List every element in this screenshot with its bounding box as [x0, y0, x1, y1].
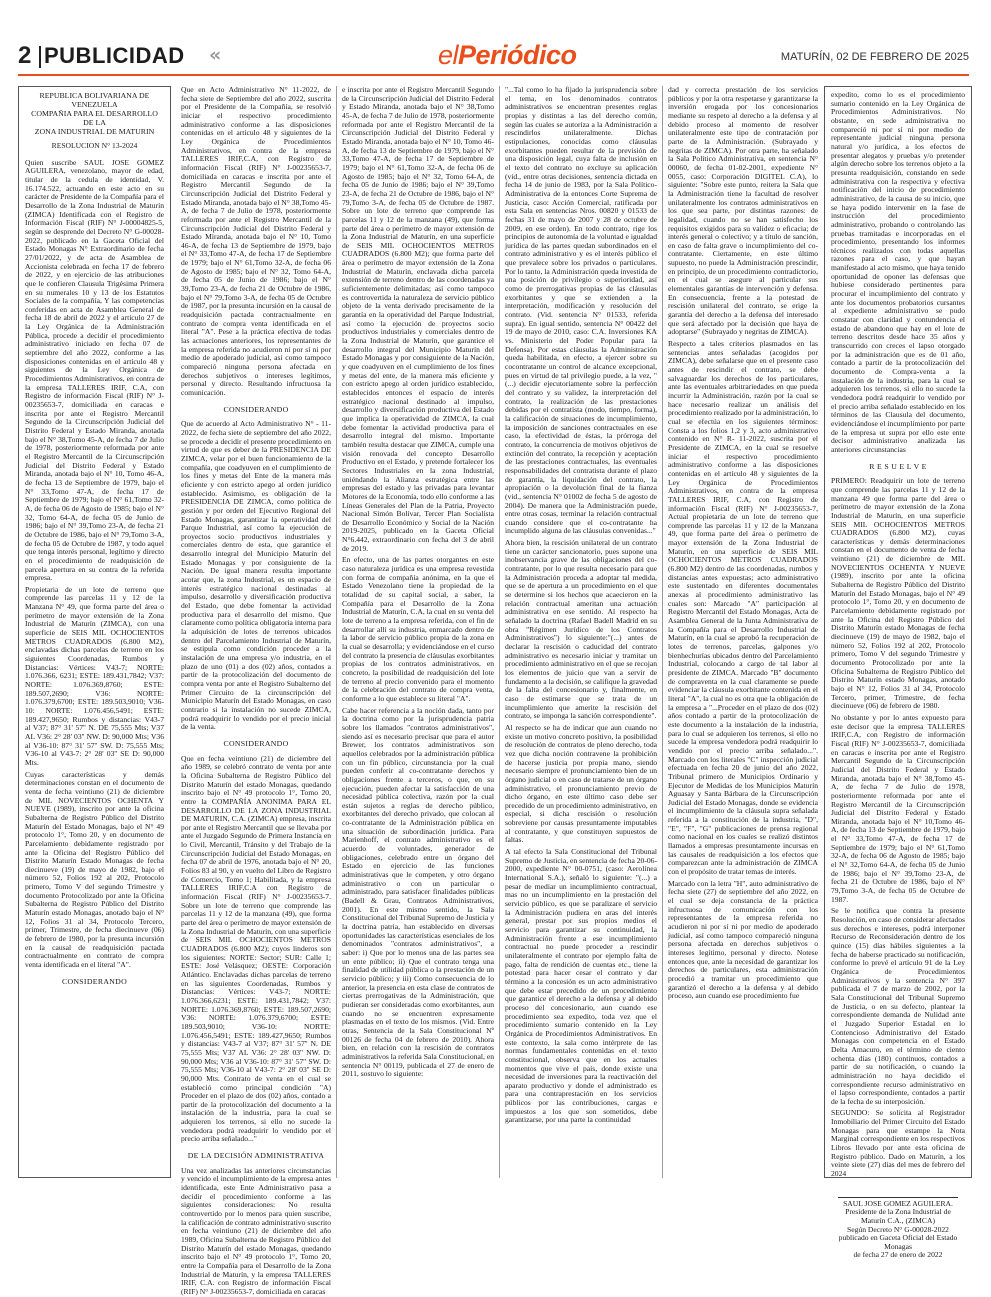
- masthead: [18, 40, 969, 76]
- paragraph: expedito, como lo es el procedimiento sumario contenido en la Ley Orgánica de Procedimientos Administrativos. No obstante, en sede administrativa no compareció ni por sí ni por medio de representante judicial ninguna persona natural y/o jurídica, a los efectos de presentar alegatos y pruebas y/o pretender algún derecho sobre los terrenos objeto a la presunta readquisición, constando en sede administrativa con la respectiva y efectiva notificación del inicio de procedimiento administrativo, de la causa de su inicio, que se haya podido intervenir en la fase de instrucción del procedimiento administrativo, probando o controlando las pruebas tramitadas e incorporadas en el procedimiento, presentando los informes técnicos realizados con todas aquellas razones para el caso, y que hayan manifestado al acto mismo, que haya tenido oportunidad de oponer las defensas que hubiese considerado pertinentes para procurar el incumplimiento del contrato y ante los documentos probatorios cursantes al expediente administrativo se pudo constatar con claridad y contundencia el estado de abandono que hay en el lote de terreno descritos desde hace 35 años y transcurrido con creces el lapso otorgado por la administración que es de 01 año, contado a partir de la protocolización del documento de Compra-venta a la instalación de la industria, para la cual se adquieren los terrenos, si ello no sucede la vendedora podrá readquirir lo vendido por el precio arriba señalado establecido en los términos de las Clausula del documento, evidenciándose el incumplimiento por parte de la empresa ut supra por ello este ente decisor administrativo analizada las anteriores circunstancias: [831, 90, 965, 454]
- resuelve-heading: R E S U E L V E: [869, 461, 927, 471]
- notice-header: [25, 91, 164, 136]
- header-line: ZONA INDUSTRIAL DE MATURIN: [34, 127, 155, 136]
- column-2: [181, 85, 331, 1296]
- header-line: VENEZUELA: [71, 100, 118, 109]
- signature-line: de fecha 27 de enero de 2022: [853, 1250, 943, 1260]
- signature-line: publicado en Gaceta Oficial del Estado Monagas: [838, 1233, 958, 1251]
- paragraph: Marcado con la letra "H", auto administrativo de fecha siete (27) de septiembre del año 2022, en el cual se deja constancia de la práctica infructuosa de comunicación con los representantes de la empresa referida no acudieron ni por sí ni por medio de apoderado judicial, así como tampoco compareció ninguna persona afectada en derechos subjetivos o intereses legítimo, personal y directo. Notese entonces que, ante la necesidad de garantizar los derechos de particulares, esta administración procedió a tramitar un procedimiento que garantizó el derecho a la defensa y al debido proceso, aun cuando ese procedimiento fue: [668, 878, 818, 1001]
- column-5: [668, 86, 818, 1178]
- paragraph: Que en fecha veintiuno (21) de diciembre del año 1989, se celebró contrato de venta por ante la Oficina Subalterna de Registro Público del Distrito Maturín del estado Monagas, quedando inscrito bajo el N° 49 protocolo 1°, Tomo 20, entre la COMPAÑÍA ANONIMA PARA EL DESARROLLO DE LA ZONA INDUSTRIAL DE MATURIN, C.A. (ZIMCA) empresa, inscrita por ante el Registro Mercantil que se llevaba por ante el Juzgado Segundo de Primera Instancia en lo Civil, Mercantil, Tránsito y del Trabajo de la Circunscripción Judicial del Estado Monagas, en fecha 07 de abril de 1976, anotada bajo el N° 20, Folios 83 al 90, y en vuelto del Libro de Registro de Comercio, Tomo 1; Habilitada, y la empresa TALLERES IRIF,C.A con Registro de información Fiscal (RIF) N° J-00235653-7. Sobre un lote de terreno que comprende las parcelas 11 y 12 de la manzana (49), que forma parte del área o perímetro de mayor extensión de la Zona Industrial de Maturín, con una superficie de SEIS MIL OCHOCIENTOS METROS CUADRADOS (6.800 M2); cuyos linderos son los siguientes: NORTE: Sector; SUR: Calle 1; ESTE: José Velásquez; OESTE: Corporación Atlántico. Enclavadas dichas parcelas de terreno en las siguientes Coordenadas, Rumbos y Distancias: Vértices: V43-7; NORTE: 1.076.366,6231; ESTE: 189.431,7842; V37: NORTE: 1.076.369,8760; ESTE: 189.507,2690; V36: NORTE: 1.076.379,6700; ESTE: 189.503,9010; V36-10: NORTE: 1.076.456,5491; ESTE: 189.427,9650; Rumbos y distancias: V43-7 al V37; 87° 31' 57'' N. DE 75,555 Mts; V37 AL V36: 2° 28' 03'' NW. D: 90,000 Mts; V36 al V36-10: 87° 31' 57'' SW. D: 75,555 Mts; V36-10 al V43-7: 2° 28' 03'' SE D: 90,000 Mts. Contrato de venta en el cual se estableció como principal condición "A) Proceder en el plazo de dos (02) años, contado a partir de la protocolización del documento a la instalación de la industria, para la cual se adquieren los terrenos, si ello no sucede la vendedora podrá readquirir lo vendido por el precio arriba señalado...": [181, 753, 331, 1144]
- paragraph: No obstante y por lo antes expuesto para este decisor que la empresa TALLERES IRIF,C.A, con Registro de información Fiscal (RIF) N° J-00235653-7, domiciliada en caracas e inscrita por ante el Registro Mercantil Segundo de la Circunscripción Judicial del Distrito Federal y Estado Miranda, anotada bajo el N° 38,Tomo 45-A, de fecha 7 de Julio de 1978, posteriormente reformada por ante el Registro Mercantil de la Circunscripción Judicial del Distrito Federal y Estado Miranda, anotada bajo el N° 10,Tomo 46-A, de fecha 13 de Septiembre de 1979, bajo el N° 33,Tomo 47-A, de fecha 17 de Septiembre de 1979; bajo el N° 61,Tomo 32-A, de fecha 06 de Agosto de 1985; bajo el N° 32,Tomo 64-A, de fecha 05 de Junio de 1986; bajo el N° 39,Tomo 23-A, de fecha 21 de Octubre de 1986, bajo el N° 79,Tomo 3-A, de fecha 05 de Octubre de 1987.: [831, 712, 965, 904]
- paragraph: En efecto, una de las partes otorgantes en este caso naturaleza jurídica es una empresa revestida con forma de compañía anónima, en la que el Estado Venezolano tiene la propiedad de la totalidad de su capital social, a saber, la Compañía para el Desarrollo de la Zona Industrial de Maturín, C.A, la cual en su venta del lote de terreno a la empresa referida, con el fin de desarrollar allí su industria, enmarcado dentro de la labor de servicio público propia de la zona en la cual se desarrolla; y evidenciándose en el curso del contrato la presencia de cláusulas exorbitantes propias de los contratos administrativos, en concreto, la posibilidad de readquisición del lote de terreno al precio convenido para el momento de la celebración del contrato de compra venta, conforme a lo que establece su literal "A".: [342, 555, 494, 703]
- header-line: REPUBLICA BOLIVARIANA DE: [39, 91, 150, 100]
- column-3: [342, 86, 494, 1178]
- logo-prefix: el: [438, 40, 459, 70]
- decision-heading: DE LA DECISIÓN ADMINISTRATIVA: [187, 1151, 325, 1161]
- newspaper-logo: [438, 40, 577, 71]
- paragraph: Al respecto se ha de indicar que aun cuando no existe un motivo concreto positivo, la posibilidad de resolución de contratos de pleno derecho, toda vez que dicha noción contravene la prohibición de hacerse justicia por propia mano, siendo necesario siempre el pronunciamiento bien de un órgano judicial o en caso de tratarse de un órgano administrativo, el pronunciamiento previo de dicho órgano, en este último caso debe ser precedido de un procedimiento administrativo, en especial, si dicha rescisión o resolución sobreviene por causas presuntamente imputables al contratante, y que constituyen supuestos de faltas.: [505, 722, 657, 845]
- column-rule: [662, 86, 663, 1178]
- signature-line: SAUL JOSE GOMEZ AGUILERA.: [843, 1198, 953, 1208]
- section-divider: [39, 46, 41, 68]
- column-rule: [499, 86, 500, 1178]
- paragraph: e inscrita por ante el Registro Mercantil Segundo de la Circunscripción Judicial del Distrito Federal y Estado Miranda, anotada bajo el N° 38,Tomo 45-A, de fecha 7 de Julio de 1978, posteriormente reformada por ante el Registro Mercantil de la Circunscripción Judicial del Distrito Federal y Estado Miranda, anotada bajo el N° 10, Tomo 46-A, de fecha 13 de Septiembre de 1979, bajo el N° 33,Tomo 47-A, de fecha 17 de Septiembre de 1979; bajo el N° 61,Tomo 32-A, de fecha 06 de Agosto de 1985; bajo el N° 32, Tomo 64-A, de fecha 05 de Junio de 1986; bajo el N° 39,Tomo 23-A, de fecha 21 de Octubre de 1986, bajo el N° 79,Tomo 3-A, de fecha 05 de Octubre de 1987. Sobre un lote de terreno que comprende las parcelas 11 y 12 de la manzana (49), que forma parte del área o perímetro de mayor extensión de la Zona Industrial de Maturín, en una superficie de SEIS MIL OCHOCIENTOS METROS CUADRADOS (6.800 M2); que forma parte del área o perímetro de mayor extensión de la Zona Industrial de Maturín, enclavada dicha parcela extensión de terreno dentro de las coordenadas ya suficientemente delimitadas; así como tampoco es controvertida la naturaleza de servicio público objeto de la venta derivado precisamente de la garantía en la operatividad del Parque Industrial, así como la ejecución de proyectos socio productivos industriales y comerciales dentro de la Zona Industrial de Maturín, que garantice el desarrollo integral del Municipio Maturín del Estado Monagas y por consiguiente de la Nación, y que coadyuven en el cumplimiento de los fines y metas del ente, de la manera más eficiente y con estricto apego al orden jurídico establecido, establecidos entonces el espacio de interés estratégico nacional destinado al impulso, desarrollo y diversificación productiva del Estado que implica la operatividad de ZIMCA, la cual debe fomentar la actividad productiva para el desarrollo integral del mismo. Importante también resulta destacar que ZIMCA, cumple una visión renovada del concepto Desarrollo Productivo en el Estado, y pretende fortalecer los Sectores Industriales en la zona Industrial, uniéndando la Alianza estratégica entre las empresas del estado y las privadas para levantar Motores de la Economía, todo ello conforme a las Líneas Generales del Plan de la Patria, Proyecto Nacional Simón Bolívar, Tercer Plan Socialista de Desarrollo Económico y Social de la Nación 2019-2025, publicado en la Gaceta Oficial N°6.442, extraordinario con fecha del 3 de abril de 2019.: [342, 85, 494, 553]
- paragraph: Propietaria de un lote de terreno que comprende las parcelas 11 y 12 de la Manzana N° 49, que forma parte del área o perímetro de mayor extensión de la Zona Industrial de Maturín (ZIMCA), con una superficie de SEIS MIL OCHOCIENTOS METROS CUADRADOS (6.800 M2), enclavadas dichas parcelas de terreno en los siguientes Coordenadas, Rumbos y Distancias: Vértices: V43-7; NORTE: 1.076.366, 6231; ESTE: 189.431,7842; V37: NORTE: 1.076.369,8760; ESTE: 189.507,2690; V36: NORTE: 1.076.379,6700; ESTE: 189.503,9010; V36-10: NORTE: 1.076.456,5491; ESTE: 189.427,9650; Rumbos y distancias: V43-7 al V37; 87° 31' 57'' N. DE 75,555 Mts; V37 AL V36: 2° 28' 03'' NW. D: 90,000 Mts; V36 al V36-10: 87° 31' 57'' SW. D: 75,555 Mts; V36-10 al V43-7: 2° 28' 03'' SE D: 90,000 Mts.: [25, 584, 164, 767]
- signature-line: Maturín C.A., (ZIMCA): [860, 1215, 936, 1225]
- signature-block: [831, 1197, 965, 1260]
- section-title: PUBLICIDAD: [44, 43, 185, 68]
- paragraph: Que de acuerdo al Acto Administrativo N° - 11-2022, de fecha siete de septiembre del año 2022, se procede a decidir el presente procedimiento en virtud de que es deber de la PRESIDENCIA DE ZIMCA, velar por el buen funcionamiento de la compañía, que coadyuven en el cumplimiento de los fines y metas del Ente de la manera más eficiente y con estricto apego al orden jurídico establecido. Asimismo, es obligación de la PRESIDENCIA DE ZIMCA, como política de gestión y por orden del Ejecutivo Regional del Estado Monagas, garantizar la operatividad del Parque Industrial, así como la ejecución de proyectos socio productivos industriales y comerciales dentro de esta, que garantice el desarrollo integral del Municipio Maturín del Estado Monagas y por consiguiente de la Nación. De igual manera resulta importante acotar que, la zona Industrial, es un espacio de interés estratégico nacional destinadas al impulso, desarrollo y diversificación productiva del Estado, que debe fomentar la actividad productiva para el desarrollo del mismo. Que claramente como política obligatoria interna para la adquisición de lotes de terrenos ubicados dentro del Parcelamiento Industrial de Maturín, se estipula como condición proceder a la instalación de una empresa y/o industria, en el plazo de uno (01) a dos (02) años, contados a partir de la protocolización del documento de compra venta por ante el Registro Subalterno del Primer Circuito de la circunscripción del Municipio Maturín del Estado Monagas, en caso contrario si la instalación no sucede ZIMCA, podrá readquirir lo vendido por el precio inicial de la venta.: [181, 419, 331, 732]
- paragraph: SEGUNDO: Se solicita al Registrador Inmobiliario del Primer Circuito del Estado Monagas para que estampe la Nota Marginal correspondiente en los respectivos Libros llevado por ante esta oficina de Registro público. Dado en Maturín, a los veinte siete (27) días del mes de febrero del 2024: [831, 1108, 965, 1179]
- paragraph: Que en Acto Administrativo N° 11-2022, de fecha siete de Septiembre del año 2022, suscrita por el Presidente de la Compañía, se resolvió iniciar el respectivo procedimiento administrativo conforme a las disposiciones contenidas en el artículo 48 y siguientes de la Ley Orgánica de Procedimientos Administrativos, en contra de la empresa TALLERES IRIF,C.A, con Registro de información Fiscal (RIF) N° J-00235653-7, domiciliada en caracas e inscrita por ante el Registro Mercantil Segundo de la Circunscripción Judicial del Distrito Federal y Estado Miranda, anotada bajo el N° 38,Tomo 45-A, de fecha 7 de Julio de 1978, posteriormente reformada por ante el Registro Mercantil de la Circunscripción Judicial del Distrito Federal y Estado Miranda, anotada bajo el N° 10, Tomo 46-A, de fecha 13 de Septiembre de 1979, bajo el N° 33,Tomo 47-A, de fecha 17 de Septiembre de 1979; bajo el N° 61,Tomo 32-A, de fecha 06 de Agosto de 1985; bajo el N° 32, Tomo 64-A, de fecha 05 de Junio de 1986; bajo el N° 39,Tomo 23-A, de fecha 21 de Octubre de 1986, bajo el N° 79,Tomo 3-A, de fecha 05 de Octubre de 1987, por la presunta incursión en la causal de readquisición pactada contractualmente en contrato de compra venta identificada en el literal "A". Pese a la práctica efectiva de todas las actuaciones anteriores, los representantes de la empresa referida no acudieron ni por sí ni por medio de apoderado judicial, así como tampoco compareció ninguna persona afectada en derechos subjetivos o intereses legítimos, personal y directo. Resultando infructuosa la comunicación.: [181, 85, 331, 397]
- column-1: [18, 86, 171, 1178]
- header-line: COMPAÑIA PARA EL DESARROLLO: [31, 109, 158, 118]
- page-number: 2: [18, 42, 32, 69]
- paragraph: Se le notifica que contra la presente Resolución, en caso de considerar afectados sus derechos e intereses, podrá interponer Recurso de Reconsideración dentro de los quince (15) días hábiles siguientes a la fecha de haberse practicado su notificación, conforme lo prevé el artículo 91 de la Ley Orgánica de Procedimientos Administrativos y la sentencia N° 397 publicada el 7 de marzo de 2002, por la Sala Constitucional del Tribunal Supremo de Justicia, o en su defecto, plantear la correspondiente demanda de Nulidad ante el Juzgado Superior Estadal en lo Contencioso Administrativo del Estado Monagas con competencia en el Estado Delta Amacuro, en el término de ciento ochenta días (180) continuos, contados a partir de su notificación, o cuando la administración no haya decidido el correspondiente recurso administrativo en el lapso correspondiente, contados a partir de la fecha de su interposición.: [831, 906, 965, 1106]
- paragraph: Quien suscribe SAUL JOSE GOMEZ AGUILERA, venezolano, mayor de edad, titular de la cedula de identidad, V. 16.174.522, actuando en este acto en su carácter de Presidente de la Compañía para el Desarrollo de la Zona Industrial de Maturín (ZIMCA) Identificada con el Registro de Información Fiscal (RIF) N° J-00004825-5, según se desprende del Decreto N° G-00028-2022, publicado en la Gaceta Oficial del Estado Monagas N° Extraordinario de fecha 27/01/2022, y de acta de Asamblea de Accionista celebrada en fecha 17 de febrero de 2022, y en ejercicio de las atribuciones que le confieren Clausula Trigésima Primera en su numerales 10 y 13 de los Estatutos Sociales de la compañía, Y las competencias conferidas en acta de Asamblea General de fecha 18 de abril de 2022 y el artículo 27 de la Ley Orgánica de la Administración Pública, procede a decidir el procedimiento administrativo iniciado en fecha 07 de septiembre del año 2022, conforme a las disposiciones contenidas en el artículo 48 y siguientes de la Ley Orgánica de Procedimientos Administrativos, en contra de la empresa TALLERES IRIF, C.A, con Registro de información Fiscal (RIF) N° J-00235653-7, domiciliada en caracas e inscrita por ante el Registro Mercantil Segundo de la Circunscripción Judicial del Distrito Federal y Estado Miranda, anotada bajo el N° 38,Tomo 45-A, de fecha 7 de Julio de 1978, posteriormente reformada por ante el Registro Mercantil de la Circunscripción Judicial del Distrito Federal y Estado Miranda, anotada bajo el N° 10, Tomo 46-A, de fecha 13 de Septiembre de 1979, bajo el N° 33,Tomo 47-A, de fecha 17 de Septiembre de 1979; bajo el N° 61,Tomo 32-A, de fecha 06 de Agosto de 1985; bajo el N° 32, Tomo 64-A, de fecha 05 de Junio de 1986; bajo el N° 39,Tomo 23-A, de fecha 21 de Octubre de 1986, bajo el N° 79,Tomo 3-A, de fecha 05 de Octubre de 1987, y todo aquel que tenga interés personal, legítimo y directo en el procedimiento de readquisición de parcela apertura en su contra de la referida empresa.: [25, 157, 164, 583]
- double-chevron-icon: «: [209, 44, 222, 66]
- paragraph: Cuyas características y demás determinaciones constan en el documento de venta de fecha veintiuno (21) de diciembre de MIL NOVECIENTOS OCHENTA Y NUEVE (1989), inscrito por ante la oficina Subalterna de Registro Público del Distrito Maturín del Estado Monagas, bajo el N° 49 protocolo 1°, Tomo 20, y en documento de Parcelamiento debidamente registrado por ante la Oficina del Registro Público del Distrito Maturín Estado Monagas de fecha diecinueve (19) de mayo de 1982, bajo el número 52, Folios 192 al 202, Protocolo primero, Tomo V del segundo Trimestre y documento Protocolizado por ante la Oficina Subalterna de Registro Público del Distrito Maturín estado Monagas, anotado bajo el N° 12, Folios 31 al 34, Protocolo Tercero, primer, Trimestre, de fecha diecinueve (06) de febrero de 1980, por la presunta incursión en la causal de readquisición pactada contractualmente en contrato de compra venta identificada en el literal "A".: [25, 769, 164, 970]
- considerando-heading: CONSIDERANDO: [223, 404, 289, 414]
- paragraph: Cabe hacer referencia a la noción dada, tanto por la doctrina como por la jurisprudencia patria sobre los llamados "contratos administrativos", siendo así es necesario precisar que para el autor Brewer, los contratos administrativos son aquellos celebrados por la administración pública con un fin público, circunstancia por la cual pueden conferir al co-contratante derechos y obligaciones frente a terceros, o que, en su ejecución, pueden afectar la satisfacción de una necesidad pública colectiva, razón por la cual están sujetos a reglas de derecho público, exorbitantes del derecho privado, que colocan al co-contratante de la Administración pública en una situación de subordinación jurídica. Para Marienhoff, el contrato administrativo es el acuerdo de voluntades, generador de obligaciones, celebrado entre un órgano del Estado en ejercicio de las funciones administrativas que le competen, y otro órgano administrativo o con un particular o administrado, para satisfacer finalidades públicas (Badell & Grau, Contratos Administrativos, 2001). En este mismo sentido, la Sala Constitucional del Tribunal Supremo de Justicia y la doctrina patria, han establecido en diversas oportunidades las características esenciales de los denominados "contratos administrativos", a saber: i) Que por lo menos una de las partes sea un ente público; ii) Que el contrato tenga una finalidad de utilidad pública o la prestación de un servicio público; y iii) Como consecuencia de lo anterior, la presencia en esta clase de contratos de ciertas prerrogativas de la Administración, que pudieran ser consideradas como exorbitantes, aun cuando no se encuentren expresamente plasmadas en el texto de los mismos. (Vid. Entre otras, Sentencia de la Sala Constitucional Nº 00126 de fecha 04 de febrero de 2010). Ahora bien, en relación con la rescisión de contratos administrativos la referida Sala Constitucional, en sentencia N° 00119, publicada el 27 de enero de 2011, sostuvo lo siguiente:: [342, 705, 494, 1079]
- signature-line: Según Decreto N° G-00028-2022: [847, 1224, 949, 1234]
- header-line: DE LA: [83, 118, 106, 127]
- considerando-heading: CONSIDERANDO: [61, 976, 128, 986]
- column-6: [824, 86, 972, 1260]
- notice-body: [18, 85, 972, 1296]
- column-rule: [336, 86, 337, 1178]
- column-4: [505, 86, 657, 1178]
- paragraph: "...Tal como lo ha fijado la jurisprudencia sobre el tema, en los denominados contratos administrativos se encuentran presentes reglas propias y distintas a las del derecho común, según las cuales se autoriza a la Administración a rescindirlos unilateralmente. Dichas estipulaciones, conocidas como cláusulas exorbitantes pueden resultar de la previsión de una disposición legal, cuya falta de inclusión en el texto del contrato no excluye su aplicación (vid., entre otras decisiones, sentencia dictada en fecha 14 de junio de 1983, por la Sala Político-Administrativa de la entonces Corte Suprema de Justicia, caso: Acción Comercial, ratificada por esta Sala en sentencias Nros. 00820 y 01533 de fechas 31 de mayo de 2007 y 28 de octubre de 2009, en ese orden). En todo contrato, rige los principios de autonomía de la voluntad e igualdad jurídica de las partes quedan subordinados en el contrato administrativo y es el interés público el que prevalece sobre los privados o particulares. Por lo tanto, la Administración queda investida de una posición de privilegio o superioridad, así como de prerrogativas propias de las cláusulas exorbitantes y que se extienden a la interpretación, modificación y resolución del contrato. (Vid. sentencia N° 01533, referida supra). En igual sentido, sentencia N° 00422 del 19 de mayo de 2010, caso: C.A. Inversiones KA vs. Ministerio del Poder Popular para la Defensa). Por estas cláusulas la Administración queda habilitada, en efecto, a ejercer sobre su cocontratante un control de alcance excepcional, pues en virtud de tal privilegio puede, a la vez, "(...) decidir ejecutoriamente sobre la perfección del contrato y su validez, la interpretación del contrato, la realización de las prestaciones debidas por el contratista (modo, tiempo, forma), la calificación de situaciones de incumplimiento, la imposición de sanciones contractuales en ese caso, la efectividad de éstas, la prórroga del contrato, la concurrencia de motivos objetivos de extinción del contrato, la recepción y aceptación de las prestaciones contractuales, las eventuales responsabilidades del contratista durante el plazo de garantía, la liquidación del contrato, la apropiación o la devolución final de la fianza (vid., sentencia N° 01002 de fecha 5 de agosto de 2004). De manera que la Administración puede, entre otras cosas, terminar la relación contractual cuando considere que el co-contratante ha incumplido alguna de las cláusulas convenidas...": [505, 85, 657, 536]
- resolution-number: RESOLUCION N° 13-2024: [51, 141, 138, 150]
- paragraph: Ahora bien, la rescisión unilateral de un contrato tiene un carácter sancionatorio, pues supone una inobservancia grave de las obligaciones del co-contratante, por lo que resulta necesario para que la Administración proceda a adoptar tal medida, que se de apertura a un procedimiento en el que se determine si los hechos que acaecieron en la relación contractual ameritan una actuación administrativa en ese sentido. Al respecto ha señalado la doctrina (Rafael Badell Madrid en su obra "Régimen Jurídico de los Contratos Administrativos") lo siguiente:"(...) antes de declarar la rescisión o caducidad del contrato administrativo es necesario iniciar y tramitar un procedimiento administrativo en el que se recojan los elementos de juicio que van a servir de fundamento a la decisión, se califique la gravedad de la falta del concesionario y, finalmente, en caso de estimarse que se trata de un incumplimiento que amerite la rescisión del contrato, se imponga la sanción correspondiente".: [505, 538, 657, 721]
- paragraph: PRIMERO: Readquirir un lote de terreno que comprende las parcelas 11 y 12 de la manzana 49 que forma parte del área o perímetro de mayor extensión de la Zona Industrial de Maturín, en una superficie SEIS MIL OCHOCIENTOS METROS CUADRADOS (6.800 M2), cuyas características y demás determinaciones constan en el documento de venta de fecha veintiuno (21) de diciembre de MIL NOVECIENTOS OCHENTA Y NUEVE (1989), inscrito por ante la oficina Subalterna de Registro Público del Distrito Maturín del Estado Monagas, bajo el N° 49 protocolo 1°, Tomo 20, y en documento de Parcelamiento debidamente registrado por ante la Oficina del Registro Público del Distrito Maturín estado Monagas de fecha diecinueve (19) de mayo de 1982, bajo el número 52, Folios 192 al 202, Protocolo primero, Tomo V del segundo Trimestre y documento Protocolizado por ante la Oficina Subalterna de Registro Público del Distrito Maturín estado Monagas, anotado bajo el N° 12, Folios 31 al 34, Protocolo Tercero, primer, Trimestre, de fecha diecinueve (06) de febrero de 1980.: [831, 476, 965, 711]
- paragraph: dad y correcta prestación de los servicios públicos y por la otra respetarse y garantizarse la inversión erogada por los concesionarios mediante su respeto al derecho a la defensa y al debido proceso al momento de resolver unilateralmente este tipo de contratación por parte de la Administración. (Subrayado y negritas de ZIMCA). Por otra parte, ha señalado la Sala Político Administrativa, en sentencia N° 00060, de fecha 01-02-2001, expediente N° 0055, caso: Corporación DIGITEL C.A), lo siguiente: "Sobre este punto, reitera la Sala que la Administración tiene la facultad de resolver unilateralmente los contratos administrativos en los que sea parte, por distintas razones: de legalidad, cuando no se han satisfecho los requisitos exigidos para su validez o eficacia; de interés general o colectivo; y a título de sanción, en caso de falta grave o incumplimiento del co-contratante. Ciertamente, en este último supuesto, no puede la Administración prescindir, en principio, de un procedimiento contradictorio, en el cual se asegure al particular sus elementales garantías de intervención y defensa. En consecuencia, frente a la potestad de rescisión unilateral del contrato, se erige la garantía del derecho a la defensa del interesado que será afectado por la decisión que haya de adoptarse" (Subrayado y negritas de ZIMCA).: [668, 85, 818, 337]
- paragraph: A tal efecto la Sala Constitucional del Tribunal Supremo de Justicia, en sentencia de fecha 20-06-2000, expediente N° 00-0751, (caso: Aerolínea International S.A.), señaló lo siguiente: "(...) a pesar de mediar un incumplimiento contractual, mas no un incumplimiento en la prestación del servicio público, es que se paralizare el servicio la Administración pudiera en aras del interés general, prestar por sus propios medios el servicio para garantizar su continuidad, la Administración frente a ese incumplimiento contractual no puede proceder a rescindir unilateralmente el contrato por ejemplo falta de pago, falta de rendición de cuentas etc., tiene la potestad para hacer cesar el contrato y dar término a la concesión es un acto administrativo que debe estar precedido de un procedimiento que garantice el derecho a la defensa y al debido proceso del concesionario, aun cuando ese procedimiento sea expedito, toda vez que el procedimiento sumario contenido en la Ley Orgánica de Procedimientos Administrativos. En este contexto, la sala como intérprete de las normas fundamentales contenidas en el texto constitucional, observa que en los actuales momentos que vive el país, donde existe una necesidad de inversiones para la reactivación del aparato productivo y donde el administrado es para una contraprestación en los servicios públicos por las contribuciones, cargas e impuestos a los que son sometidos, debe garantizarse, por una parte la continuidad: [505, 847, 657, 1125]
- signature-line: Presidente de la Zona Industrial de: [845, 1207, 951, 1217]
- considerando-heading: CONSIDERANDO: [223, 738, 289, 748]
- paragraph: Respecto a tales criterios plasmados en las sentencias antes señaladas (acogidos por ZIMCA), debe señalarse que en el presente caso antes de rescindir el contrato, se debe salvaguardar los derechos de los particulares, ante las eventuales arbitrariedades en que pueda incurrir la Administración, razón por la cual se hace necesario realizar un análisis del procedimiento realizado por la administración, lo cual se efectúa en los siguientes términos: Consta a los folios 1,2 y 3, acto administrativo contenido en N° R- 11-2022, suscrita por el Presidente de ZIMCA, en la cual se resuelve iniciar el respectivo procedimiento administrativo conforme a las disposiciones contenidas en el artículo 48 y siguientes de la Ley Orgánica de Procedimientos Administrativos, en contra de la empresa TALLERES IRIF, C.A, con Registro de información Fiscal (RIF) N° J-00235653-7, Actual propietaria de un lote de terreno que comprende las parcelas 11 y 12 de la Manzana 49, que forma parte del área o perímetro de mayor extensión de la Zona Industrial de Maturín, en una superficie de SEIS MIL OCHOCIENTOS METROS CUADRADOS (6.800 M2) dentro de las coordenadas, rumbos y distancias antes expuestas; acto administrativo este sustentado en diferentes documentales anexas al procedimiento administrativo las cuales son: Marcado "A" participación al Registro Mercantil del Estado Monagas, Acta de Asamblea General de la Junta Administrativa de la Compañía para el Desarrollo Industrial de Maturín, en la cual se aprobó la recuperación de lotes de terrenos, parcelas, galpones y/o bienhechurías ubicados dentro del Parcelamiento Industrial, colocando a cargo de tal labor al presidente de ZIMCA. Marcado "B" documento de compraventa en la cual claramente se puede evidenciar la cláusula exorbitante contenida en el literal "A", la cual no es otra que la obligación de la empresa a "...Proceder en el plazo de dos (02) años contado a partir de la protocolización de este documento a la instalación de la industria, para lo cual se adquieren los terrenos, si ello no sucede la empresa vendedora podrá readquirir lo vendido por el precio arriba señalado...". Marcado con los literales "C" inspección judicial efectuada en fecha 20 de junio del año 2022, Tribunal primero de Municipios Ordinario y Ejecutor de Medidas de los Municipios Maturín Aguasay y Santa Bárbara de la Circunscripción Judicial del Estado Monagas, donde se evidencia el incumplimiento de la cláusula supra señalada referida a la constitución de la industria, "D", "E", "F", "G" publicaciones de prensa regional como nacional en los cuales se realizó distintos llamados a empresas presuntamente incursas en las causales de readquisición a los efectos que comparezcan ante la administración de ZIMCA con el propósito de tratar temas de interés.: [668, 339, 818, 877]
- logo-name: Periódico: [458, 40, 577, 70]
- paragraph: Una vez analizadas las anteriores circunstancias y vencido el incumplimiento de la empresa antes identificada, este Ente Administrativo pasa a decidir el procedimiento conforme a las siguientes consideraciones: No resulta controvertido por lo menos para quien suscribe, la calificación de contrato administrativo suscrito en fecha veintiuno (21) de diciembre del año 1989, Oficina Subalterna de Registro Público del Distrito Maturín del estado Monagas, quedando inscrito bajo el N° 49 protocolo 1°, Tomo 20, entre la Compañía para el Desarrollo de la Zona Industrial de Maturín, y la empresa TALLERES IRIF, C.A. con Registro de información Fiscal (RIF) N° J-00235653-7, domiciliada en caracas: [181, 1165, 331, 1296]
- dateline: MATURÍN, 02 DE FEBRERO DE 2025: [780, 51, 969, 63]
- signature-rule: [838, 1197, 958, 1198]
